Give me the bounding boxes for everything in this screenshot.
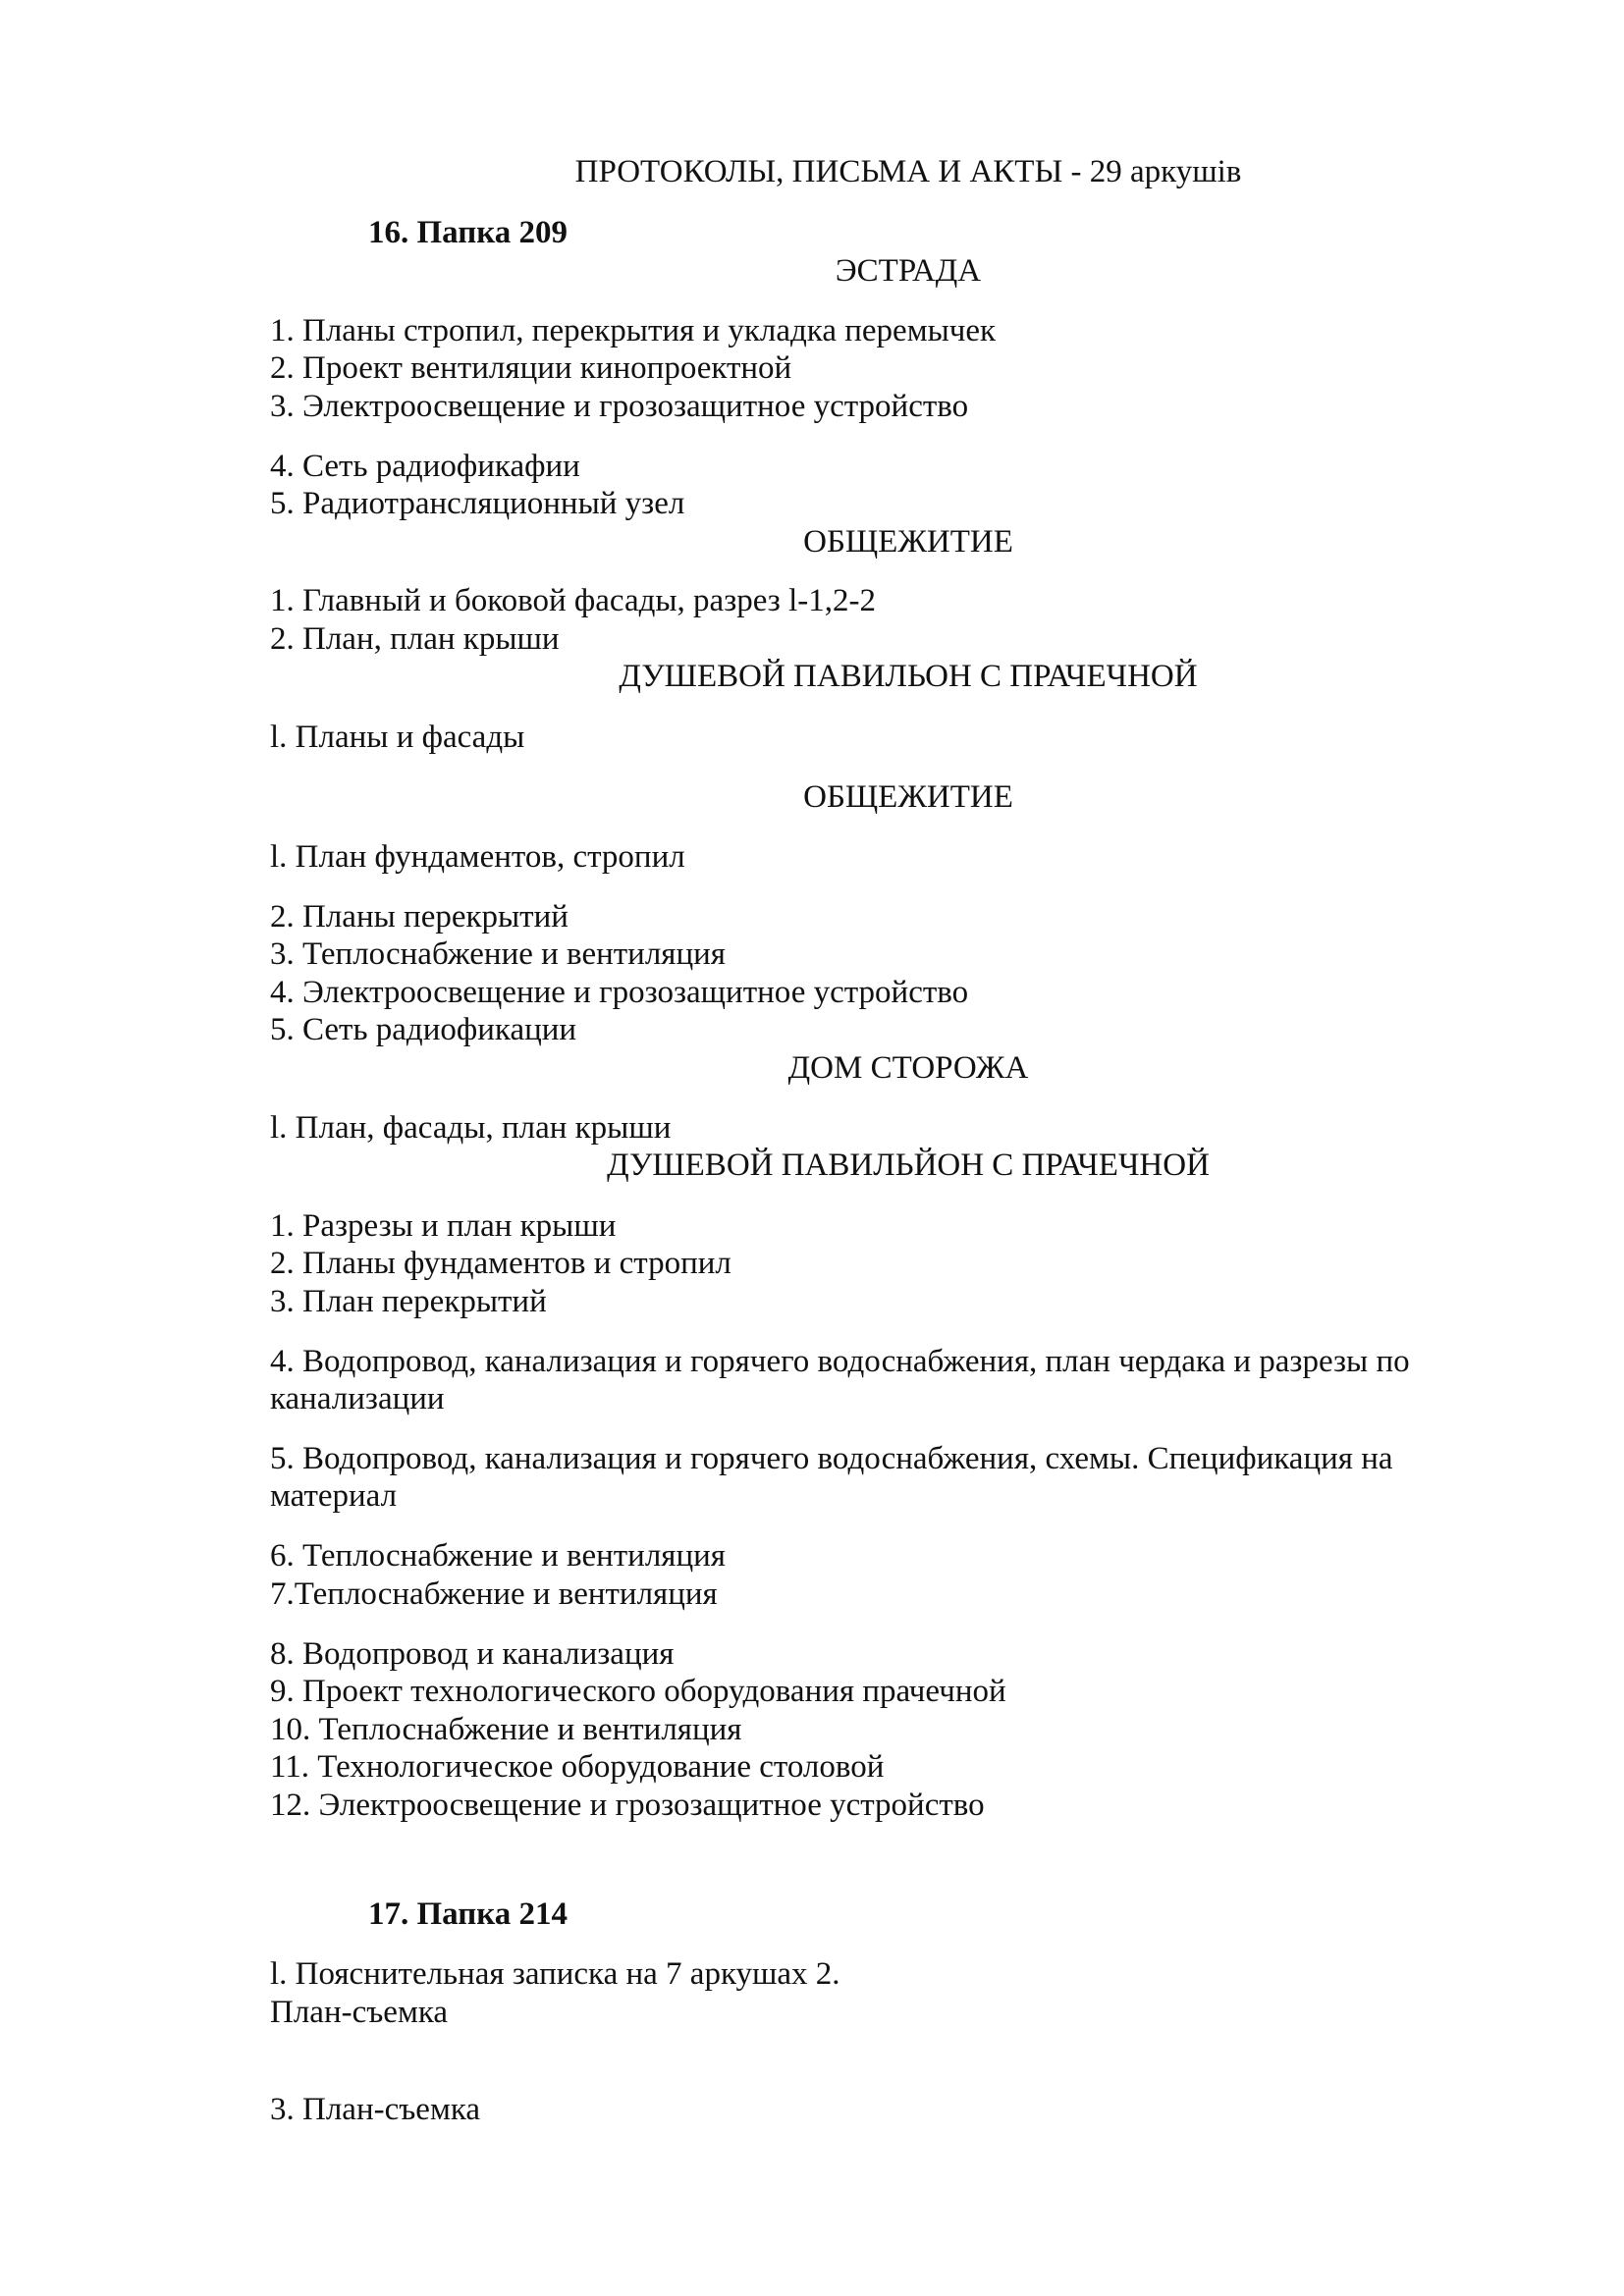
list-item: l. План, фасады, план крыши <box>270 1110 672 1146</box>
list-item: 3. Электроосвещение и грозозащитное устройство <box>270 389 969 424</box>
list-item: 10. Теплоснабжение и вентиляция <box>270 1712 742 1747</box>
section-heading-dormitory: ОБЩЕЖИТИЕ <box>803 524 1013 560</box>
list-item: l. План фундаментов, стропил <box>270 839 685 875</box>
list-item: 12. Электроосвещение и грозозащитное устройство <box>270 1788 985 1823</box>
list-item: 11. Технологическое оборудование столовой <box>270 1749 885 1785</box>
folder-17-title: 17. Папка 214 <box>368 1896 568 1932</box>
list-item: 8. Водопровод и канализация <box>270 1636 675 1672</box>
list-item: 7.Теплоснабжение и вентиляция <box>270 1576 718 1612</box>
list-item: 1. Планы стропил, перекрытия и укладка перемычек <box>270 313 997 348</box>
list-item: 4. Электроосвещение и грозозащитное устройство <box>270 975 969 1010</box>
list-item: 2. Планы перекрытий <box>270 899 568 934</box>
list-item: 4. Сеть радиофикафии <box>270 449 580 484</box>
list-item: 1. Разрезы и план крыши <box>270 1208 617 1244</box>
list-item: l. Пояснительная записка на 7 аркушах 2. <box>270 1956 840 1992</box>
list-item: 2. Планы фундаментов и стропил <box>270 1246 731 1281</box>
list-item: 5. Водопровод, канализация и горячего водоснабжения, схемы. Спецификация на <box>270 1441 1393 1476</box>
list-item: 9. Проект технологического оборудования прачечной <box>270 1674 1006 1709</box>
document-header: ПРОТОКОЛЫ, ПИСЬМА И АКТЫ - 29 аркушів <box>574 154 1242 189</box>
list-item: 4. Водопровод, канализация и горячего водоснабжения, план чердака и разрезы по <box>270 1344 1410 1379</box>
section-heading-shower-pavilion: ДУШЕВОЙ ПАВИЛЬЙОН С ПРАЧЕЧНОЙ <box>607 1148 1210 1183</box>
list-item: 5. Радиотрансляционный узел <box>270 486 685 521</box>
list-item-continuation: материал <box>270 1478 398 1514</box>
list-item: 6. Теплоснабжение и вентиляция <box>270 1538 726 1574</box>
list-item: 3. План перекрытий <box>270 1284 547 1319</box>
list-item: l. Планы и фасады <box>270 720 525 755</box>
list-item: 3. План-съемка <box>270 2092 481 2127</box>
list-item-continuation: канализации <box>270 1381 445 1416</box>
section-heading-guard-house: ДОМ СТОРОЖА <box>787 1050 1029 1086</box>
list-item-continuation: План-съемка <box>270 1995 449 2030</box>
section-heading-shower-pavilion: ДУШЕВОЙ ПАВИЛЬОН С ПРАЧЕЧНОЙ <box>619 659 1198 694</box>
section-heading-estrada: ЭСТРАДА <box>835 253 982 289</box>
section-heading-dormitory: ОБЩЕЖИТИЕ <box>803 779 1013 815</box>
list-item: 3. Теплоснабжение и вентиляция <box>270 936 726 972</box>
list-item: 2. План, план крыши <box>270 621 560 657</box>
folder-16-title: 16. Папка 209 <box>368 215 568 250</box>
list-item: 5. Сеть радиофикации <box>270 1012 577 1047</box>
list-item: 1. Главный и боковой фасады, разрез l-1,2-2 <box>270 583 876 618</box>
list-item: 2. Проект вентиляции кинопроектной <box>270 350 792 386</box>
